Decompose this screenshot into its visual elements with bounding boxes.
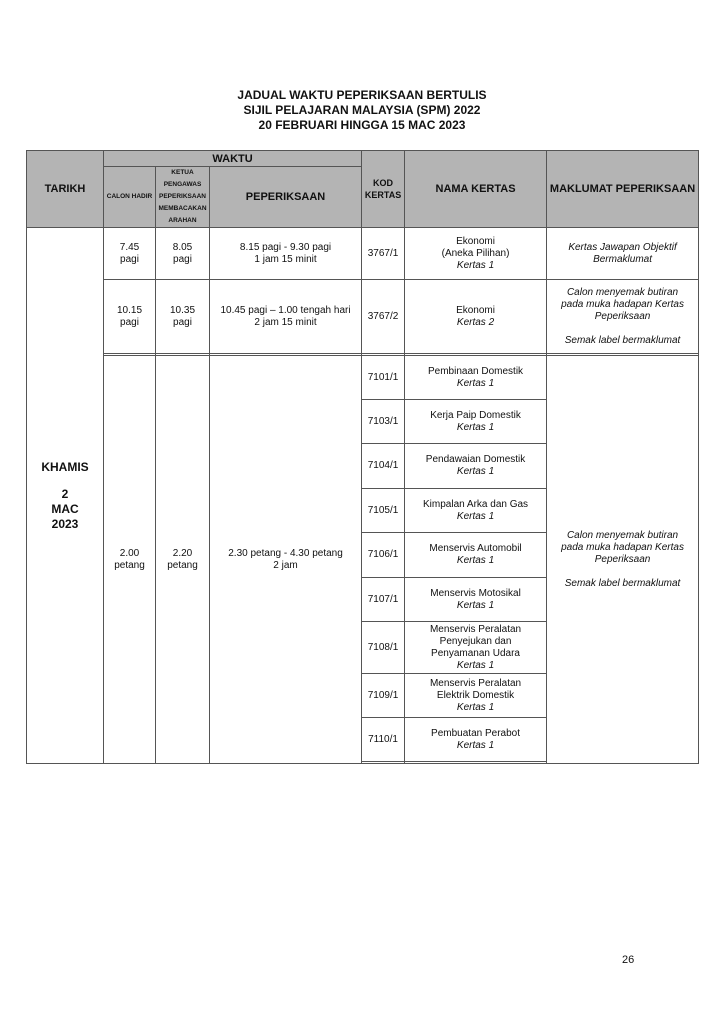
table-row (27, 228, 699, 280)
kod-kertas: 7110/1 (362, 718, 405, 762)
ketua-time: 8.05 pagi (156, 228, 210, 280)
nama-kertas: Ekonomi Kertas 2 (405, 280, 547, 354)
ketua-time: 10.35 pagi (156, 280, 210, 354)
header-ketua-pengawas: KETUA PENGAWAS PEPERIKSAAN MEMBACAKAN ARAHAN (156, 167, 210, 228)
date-month: MAC (51, 501, 79, 516)
table-row (27, 356, 699, 400)
calon-hadir-time: 10.15 pagi (104, 280, 156, 354)
kod-kertas: 7101/1 (362, 356, 405, 400)
title-line-2: SIJIL PELAJARAN MALAYSIA (SPM) 2022 (243, 103, 481, 117)
header-peperiksaan: PEPERIKSAAN (210, 167, 362, 228)
nama-kertas: Kimpalan Arka dan Gas Kertas 1 (405, 489, 547, 533)
calon-hadir-time: 2.00 petang (104, 356, 156, 764)
maklumat: Calon menyemak butiran pada muka hadapan Kertas Peperiksaan Semak label bermaklumat (547, 356, 699, 764)
date-day: KHAMIS (41, 459, 89, 474)
exam-time: 8.15 pagi - 9.30 pagi 1 jam 15 minit (210, 228, 362, 280)
nama-kertas: Ekonomi (Aneka Pilihan) Kertas 1 (405, 228, 547, 280)
kod-kertas: 7108/1 (362, 622, 405, 674)
header-tarikh: TARIKH (27, 151, 104, 228)
header-nama-kertas: NAMA KERTAS (405, 151, 547, 228)
title-line-1: JADUAL WAKTU PEPERIKSAAN BERTULIS (237, 88, 487, 102)
kod-kertas: 7109/1 (362, 674, 405, 718)
title-line-3: 20 FEBRUARI HINGGA 15 MAC 2023 (258, 118, 466, 132)
nama-kertas: Menservis Motosikal Kertas 1 (405, 578, 547, 622)
header-waktu: WAKTU (104, 151, 362, 167)
header-kod-kertas: KOD KERTAS (362, 151, 405, 228)
nama-kertas: Menservis Peralatan Elektrik Domestik Kertas 1 (405, 674, 547, 718)
kod-kertas: 3767/2 (362, 280, 405, 354)
kod-kertas: 7105/1 (362, 489, 405, 533)
header-maklumat: MAKLUMAT PEPERIKSAAN (547, 151, 699, 228)
exam-duration: 2 jam 15 minit (254, 316, 317, 328)
table-row (27, 280, 699, 354)
calon-hadir-time: 7.45 pagi (104, 228, 156, 280)
header-calon-hadir: CALON HADIR (104, 167, 156, 228)
kod-kertas: 7106/1 (362, 533, 405, 578)
kod-kertas: 7103/1 (362, 400, 405, 444)
nama-kertas: Pendawaian Domestik Kertas 1 (405, 444, 547, 489)
exam-time: 10.45 pagi – 1.00 tengah hari 2 jam 15 minit (210, 280, 362, 354)
nama-kertas: Menservis Automobil Kertas 1 (405, 533, 547, 578)
kod-kertas: 7107/1 (362, 578, 405, 622)
maklumat: Kertas Jawapan Objektif Bermaklumat (547, 228, 699, 280)
ketua-time: 2.20 petang (156, 356, 210, 764)
date-year: 2023 (51, 516, 79, 531)
nama-kertas: Pembuatan Perabot Kertas 1 (405, 718, 547, 762)
exam-time: 2.30 petang - 4.30 petang 2 jam (210, 356, 362, 764)
schedule-table (26, 150, 699, 764)
maklumat: Calon menyemak butiran pada muka hadapan Kertas Peperiksaan Semak label bermaklumat (547, 280, 699, 354)
page-number: 26 (622, 954, 635, 966)
exam-duration: 1 jam 15 minit (254, 253, 317, 265)
kod-kertas: 3767/1 (362, 228, 405, 280)
date-number: 2 (61, 486, 69, 501)
kod-kertas: 7104/1 (362, 444, 405, 489)
nama-kertas: Menservis Peralatan Penyejukan dan Penyamanan Udara Kertas 1 (405, 622, 547, 674)
date-cell (27, 228, 104, 764)
document-title (0, 88, 724, 133)
nama-kertas: Pembinaan Domestik Kertas 1 (405, 356, 547, 400)
exam-duration: 2 jam (273, 559, 298, 571)
nama-kertas: Kerja Paip Domestik Kertas 1 (405, 400, 547, 444)
